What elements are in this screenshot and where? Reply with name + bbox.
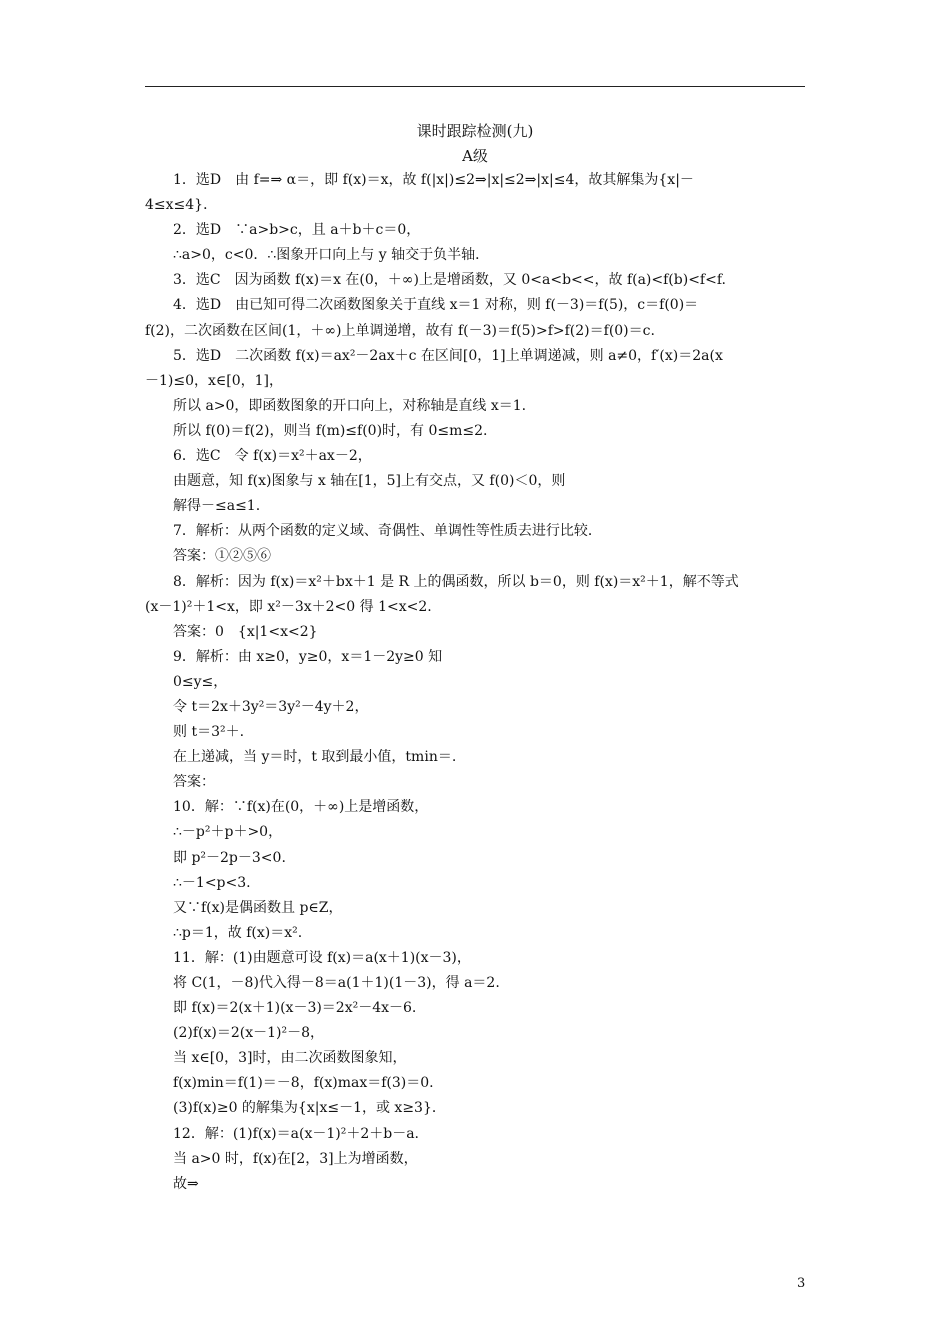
text-line: 当 a>0 时，f(x)在[2，3]上为增函数， <box>173 1150 418 1167</box>
text-line: ∴－p²＋p＋>0， <box>173 824 283 841</box>
text-line: 0≤y≤， <box>173 673 228 690</box>
text-line: 5．选D 二次函数 f(x)＝ax²－2ax＋c 在区间[0，1]上单调递减，则 a≠0，f′(x)＝2a(x <box>173 347 723 364</box>
text-line: 所以 a>0，即函数图象的开口向上，对称轴是直线 x＝1. <box>173 397 527 414</box>
text-line: 2．选D ∵a>b>c，且 a＋b＋c＝0， <box>173 222 421 239</box>
text-line: f(x)min＝f(1)＝－8，f(x)max＝f(3)＝0. <box>173 1075 434 1092</box>
header-rule <box>145 86 805 87</box>
text-line: 答案：①②⑤⑥ <box>173 548 271 565</box>
text-line: －1)≤0，x∈[0，1]， <box>145 372 284 389</box>
solution-text <box>145 168 807 1197</box>
text-line: ∴－1<p<3. <box>173 874 251 891</box>
text-line: 11．解：(1)由题意可设 f(x)＝a(x＋1)(x－3)， <box>173 949 471 966</box>
text-line: 将 C(1，－8)代入得－8＝a(1＋1)(1－3)，得 a＝2. <box>173 975 500 991</box>
text-line: 12．解：(1)f(x)＝a(x－1)²＋2＋b－a. <box>173 1125 419 1142</box>
text-line: 所以 f(0)＝f(2)，则当 f(m)≤f(0)时，有 0≤m≤2. <box>173 422 488 439</box>
text-line: 即 f(x)＝2(x＋1)(x－3)＝2x²－4x－6. <box>173 1000 417 1017</box>
text-line: 4．选D 由已知可得二次函数图象关于直线 x＝1 对称，则 f(－3)＝f(5)，c＝f(0)＝ <box>173 297 699 314</box>
text-line: ∴a>0，c<0．∴图象开口向上与 y 轴交于负半轴． <box>173 247 490 264</box>
text-line: 令 t＝2x＋3y²＝3y²－4y＋2， <box>173 698 369 715</box>
text-line: 10．解：∵f(x)在(0，＋∞)上是增函数， <box>173 799 429 816</box>
text-line: 答案：0 {x|1<x<2} <box>173 623 318 640</box>
text-line: (3)f(x)≥0 的解集为{x|x≤－1，或 x≥3}． <box>173 1100 446 1117</box>
text-line: (x－1)²＋1<x，即 x²－3x＋2<0 得 1<x<2. <box>145 598 432 615</box>
text-line: (2)f(x)＝2(x－1)²－8， <box>173 1025 324 1042</box>
text-line: 故⇒ <box>173 1175 199 1192</box>
level-heading: A级 <box>462 147 488 165</box>
page-number: 3 <box>797 1276 806 1291</box>
text-line: 即 p²－2p－3<0. <box>173 849 286 866</box>
text-line: 则 t＝3²＋. <box>173 724 245 741</box>
page-title: 课时跟踪检测(九) <box>416 122 534 140</box>
text-line: 又∵f(x)是偶函数且 p∈Z， <box>173 899 343 916</box>
text-line: 7．解析：从两个函数的定义域、奇偶性、单调性等性质去进行比较． <box>173 523 602 540</box>
text-line: 4≤x≤4}． <box>145 197 218 214</box>
text-line: 在上递减，当 y＝时，t 取到最小值，tmin＝. <box>173 749 457 766</box>
text-line: 1．选D 由 f=⇒ α＝，即 f(x)＝x，故 f(|x|)≤2⇒|x|≤2⇒|x|≤4，故其解集为{x|－ <box>173 172 694 188</box>
text-line: 由题意，知 f(x)图象与 x 轴在[1，5]上有交点，又 f(0)＜0，则 <box>173 473 566 490</box>
text-line: 当 x∈[0，3]时，由二次函数图象知， <box>173 1050 407 1067</box>
text-line: 答案： <box>173 774 215 791</box>
text-line: 9．解析：由 x≥0，y≥0，x＝1－2y≥0 知 <box>173 648 443 665</box>
text-line: 3．选C 因为函数 f(x)＝x 在(0，＋∞)上是增函数，又 0<a<b<<，故 f(a)<f(b)<f<f. <box>173 272 726 289</box>
text-line: 8．解析：因为 f(x)＝x²＋bx＋1 是 R 上的偶函数，所以 b＝0，则 f(x)＝x²＋1，解不等式 <box>173 573 739 590</box>
text-line: f(2)，二次函数在区间(1，＋∞)上单调递增，故有 f(－3)＝f(5)>f>f(2)＝f(0)＝c. <box>145 322 655 339</box>
text-line: ∴p＝1，故 f(x)＝x². <box>173 924 303 941</box>
text-line: 解得－≤a≤1. <box>173 498 261 515</box>
text-line: 6．选C 令 f(x)＝x²＋ax－2， <box>173 448 372 465</box>
